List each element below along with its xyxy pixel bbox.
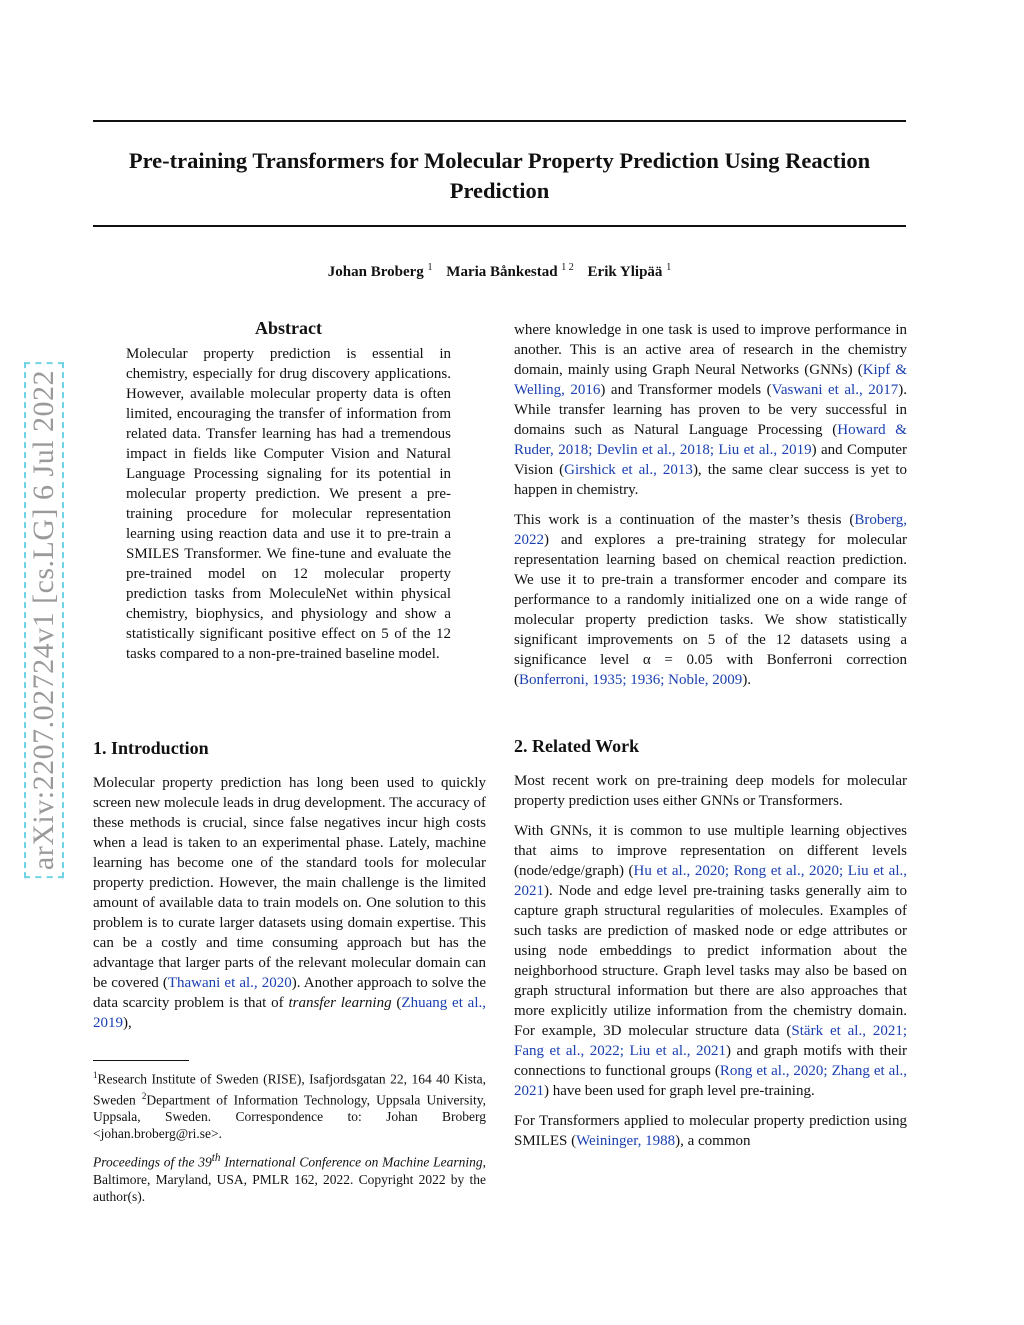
intro-continued-paragraph: where knowledge in one task is used to improve performance in another. This is an active area of research in the chemistry domain, mainly using Graph Neural Networks (GNNs) (Kipf & Welling, 2016) and Transformer models (Vaswani et al., 2017). While transfer learning has proven to be very successful in domains such as Natural Language Processing (Howard & Ruder, 2018; Devlin et al., 2018; Liu et al., 2019) and Computer Vision (Girshick et al., 2013), the same clear success is yet to happen in chemistry. [514,322,907,498]
intro-paragraph: Molecular property prediction has long been used to quickly screen new molecule leads in drug development. The accuracy of these methods is crucial, since false negatives incur high costs when a lead is taken to an experimental phase. Lately, machine learning has become one of the standard tools for molecular property prediction. However, the main challenge is the limited amount of available data to train models on. One solution to this problem is to curate larger datasets using domain expertise. This can be a costly and time consuming approach but has the advantage that larger parts of the relevant molecular domain can be covered (Thawani et al., 2020). Another approach to solve the data scarcity problem is that of transfer learning (Zhuang et al., 2019), [93,775,487,1031]
citation-link[interactable]: Bonferroni, 1935; 1936; Noble, 2009 [519,672,743,688]
citation-link[interactable]: Broberg, 2022 [514,512,907,548]
arxiv-identifier: arXiv:2207.02724v1 [cs.LG] 6 Jul 2022 [24,362,64,878]
citation-link[interactable]: Girshick et al., 2013 [564,462,693,478]
related-paragraph: Most recent work on pre-training deep models for molecular property prediction uses either GNNs or Transformers. [514,773,907,809]
author-name: Maria Bånkestad [446,264,558,280]
citation-link[interactable]: Hu et al., 2020; Rong et al., 2020; Liu et al., 2021 [514,863,907,899]
citation-link[interactable]: Howard & Ruder, 2018; Devlin et al., 2018; Liu et al., 2019 [514,422,907,458]
affiliation-footnote: $^1$Research Institute of Sweden (RISE), Isafjordsgatan 22, 164 40 Kista, Sweden $^2$Department of Information Technology, Uppsala University, Uppsala, Sweden. Correspondence to: Johan Broberg <johan.broberg@ri.se>. [93,1070,486,1141]
citation-link[interactable]: Rong et al., 2020; Zhang et al., 2021 [514,1063,907,1099]
related-work-heading: 2. Related Work [514,736,640,756]
right-column-intro [514,320,907,690]
citation-link[interactable]: Thawani et al., 2020 [167,975,292,991]
footnote-divider [93,1060,189,1061]
proceedings-note: Proceedings of the 39th International Conference on Machine Learning, Baltimore, Maryland, USA, PMLR 162, 2022. Copyright 2022 by the author(s). [93,1152,486,1204]
abstract-heading: Abstract [255,318,322,338]
intro-body [93,773,486,1033]
abstract-text: Molecular property prediction is essential in chemistry, especially for drug discovery applications. However, available molecular property data is often limited, encouraging the transfer of information from related data. Transfer learning has had a tremendous impact in fields like Computer Vision and Natural Language Processing signaling for its potential in molecular property prediction. We present a pre-training procedure for molecular representation learning using reaction data and use it to pre-train a SMILES Transformer. We fine-tune and evaluate the pre-trained model on 12 molecular property prediction tasks from MoleculeNet within physical chemistry, biophysics, and physiology and show a statistically significant positive effect on 5 of the 12 tasks compared to a non-pre-trained baseline model. [126,346,451,662]
paper-title [93,146,906,206]
intro-heading: 1. Introduction [93,738,209,758]
title-bottom-rule [93,225,906,227]
author-name: Erik Ylipää [587,264,663,280]
citation-link[interactable]: Kipf & Welling, 2016 [514,362,907,398]
citation-link[interactable]: Stärk et al., 2021; Fang et al., 2022; Liu et al., 2021 [514,1023,908,1059]
citation-link[interactable]: Weininger, 1988 [576,1133,676,1149]
author-affiliation: 1 [427,262,433,273]
related-work-body [514,771,907,1151]
author-list [93,262,906,281]
title-top-rule [93,120,906,122]
author-affiliation: 1 [666,262,672,273]
author-affiliation: 1 2 [561,262,574,273]
related-paragraph: With GNNs, it is common to use multiple learning objectives that aims to improve representation on different levels (node/edge/graph) (Hu et al., 2020; Rong et al., 2020; Liu et al., 2021). Node and edge level pre-training tasks generally aim to capture graph structural regularities of molecules. Examples of such tasks are prediction of masked node or edge attributes or using node embeddings to predict information about the neighborhood structure. Graph level tasks may also be based on graph structural information but there are also approaches that more explicitly utilize information from the chemistry domain. For example, 3D molecular structure data (Stärk et al., 2021; Fang et al., 2022; Liu et al., 2021) and graph motifs with their connections to functional groups (Rong et al., 2020; Zhang et al., 2021) have been used for graph level pre-training. [514,823,908,1099]
title-line-2: Prediction [449,178,550,203]
abstract-body [126,344,451,664]
related-paragraph: For Transformers applied to molecular property prediction using SMILES (Weininger, 1988), a common [514,1113,907,1149]
citation-link[interactable]: Zhuang et al., 2019 [93,995,487,1031]
title-line-1: Pre-training Transformers for Molecular Property Prediction Using Reaction [128,148,871,173]
contribution-paragraph: This work is a continuation of the master’s thesis (Broberg, 2022) and explores a pre-training strategy for molecular representation learning based on chemical reaction prediction. We use it to pre-train a transformer encoder and compare its performance to a randomly initialized one on a wide range of molecular property prediction tasks. We show statistically significant improvements on 5 of the 12 datasets using a significance level α = 0.05 with Bonferroni correction (Bonferroni, 1935; 1936; Noble, 2009). [514,512,907,688]
author-name: Johan Broberg [327,264,424,280]
citation-link[interactable]: Vaswani et al., 2017 [771,382,899,398]
